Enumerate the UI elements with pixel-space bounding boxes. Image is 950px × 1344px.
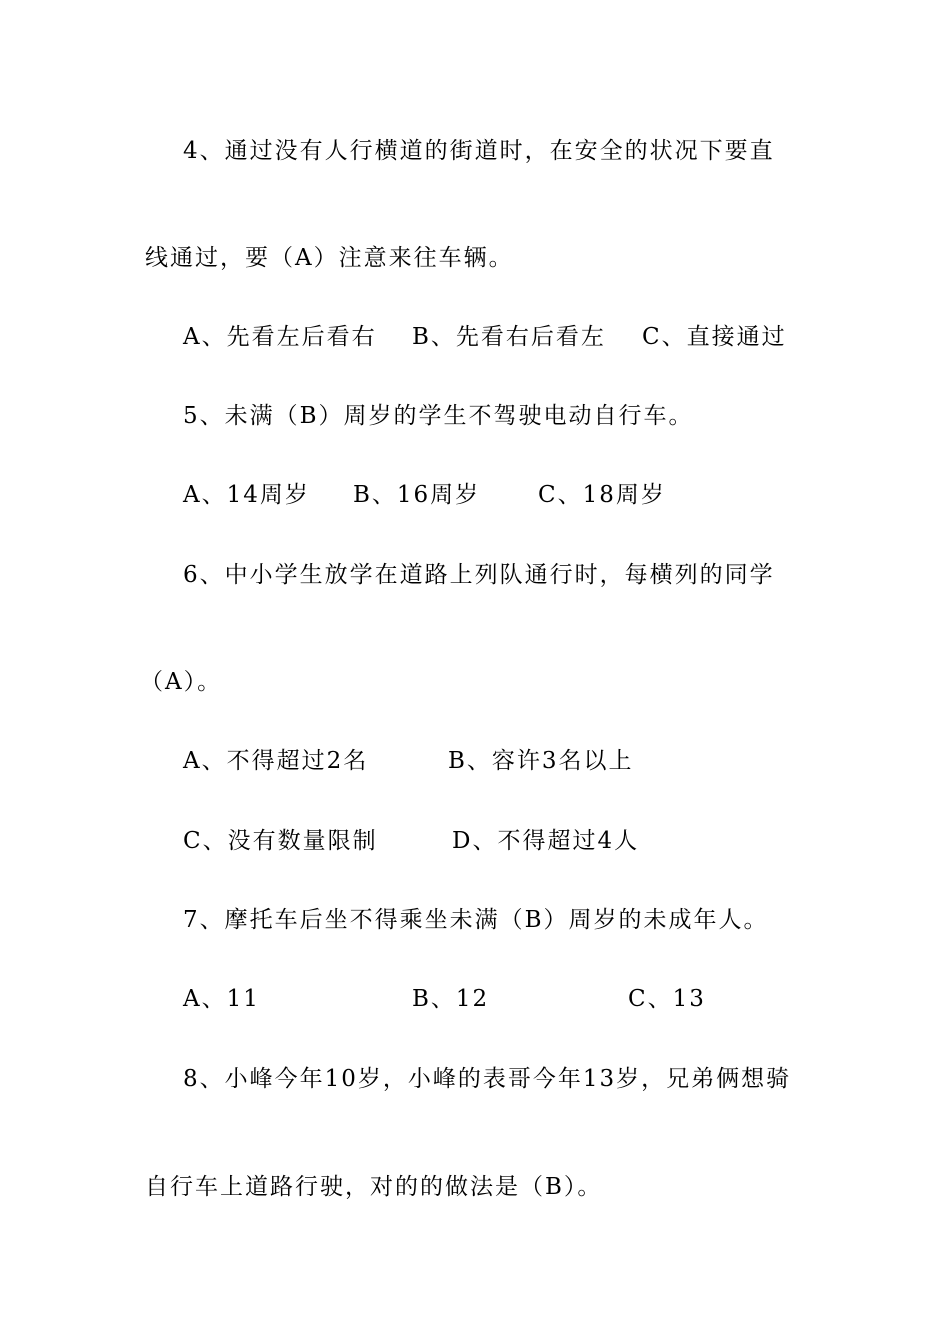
- question-5-option-c: C、18周岁: [538, 482, 666, 508]
- question-8-line-2: 自行车上道路行驶，对的的做法是（B）。: [145, 1174, 603, 1200]
- question-7-option-c: C、13: [628, 986, 706, 1012]
- question-6-line-1: 6、中小学生放学在道路上列队通行时，每横列的同学: [183, 562, 775, 588]
- question-4-option-c: C、直接通过: [642, 324, 787, 350]
- question-6-option-c: C、没有数量限制: [183, 828, 378, 854]
- question-5-option-b: B、16周岁: [353, 482, 481, 508]
- question-7-option-b: B、12: [412, 986, 490, 1012]
- question-7-option-a: A、11: [183, 986, 260, 1012]
- question-4-option-b: B、先看右后看左: [412, 324, 606, 350]
- question-6-option-a: A、不得超过2名: [183, 748, 369, 774]
- question-6-option-d: D、不得超过4人: [452, 828, 640, 854]
- question-8-line-1: 8、小峰今年10岁，小峰的表哥今年13岁，兄弟俩想骑: [183, 1066, 792, 1092]
- question-5-option-a: A、14周岁: [183, 482, 310, 508]
- question-4-option-a: A、先看左后看右: [183, 324, 377, 350]
- question-6-line-2: （A）。: [140, 669, 223, 695]
- question-6-option-b: B、容许3名以上: [448, 748, 634, 774]
- question-4-line-1: 4、通过没有人行横道的街道时，在安全的状况下要直: [183, 138, 775, 164]
- question-4-line-2: 线通过，要（A）注意来往车辆。: [145, 245, 514, 271]
- question-7-line-1: 7、摩托车后坐不得乘坐未满（B）周岁的未成年人。: [183, 907, 769, 933]
- question-5-line-1: 5、未满（B）周岁的学生不驾驶电动自行车。: [183, 403, 694, 429]
